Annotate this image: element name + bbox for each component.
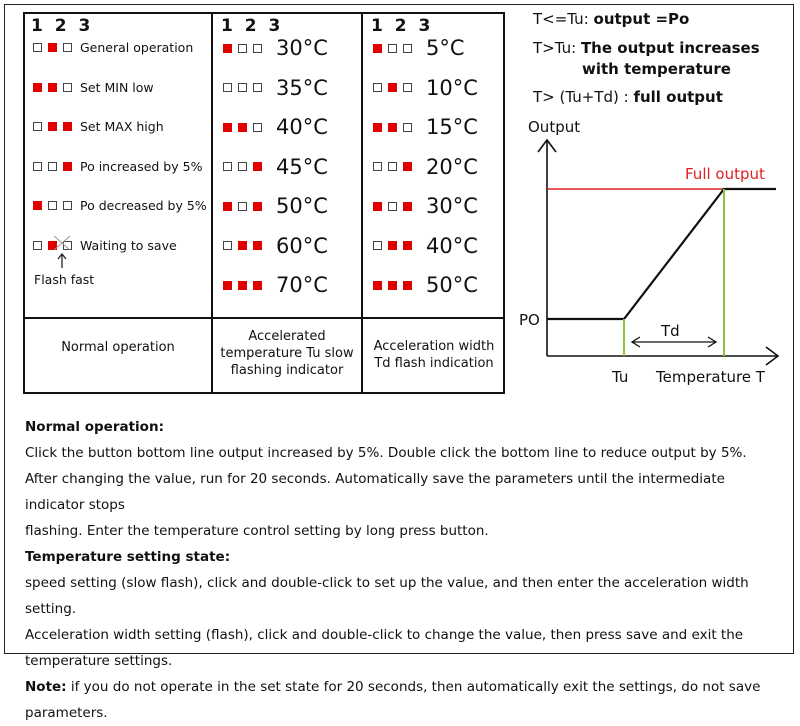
led-off-icon	[403, 123, 412, 132]
led-off-icon	[48, 162, 57, 171]
footer-divider	[25, 317, 503, 319]
led-on-icon	[373, 202, 382, 211]
indicator-row	[33, 40, 193, 55]
led-number-2: 2	[394, 16, 410, 36]
temperature-value: 30°C	[426, 194, 478, 218]
instruction-line: After changing the value, run for 20 seconds. Automatically save the parameters until the intermediate indicator stops	[25, 471, 725, 513]
led-on-icon	[403, 281, 412, 290]
mode-label: Po increased by 5%	[80, 158, 203, 174]
column-divider	[361, 14, 363, 392]
column-numbers-td	[371, 16, 433, 36]
indicator-row	[223, 155, 328, 179]
legend-result: with temperature	[582, 60, 731, 78]
led-on-icon	[388, 83, 397, 92]
led-off-icon	[63, 83, 72, 92]
led-on-icon	[223, 123, 232, 132]
led-on-icon	[253, 281, 262, 290]
led-off-icon	[403, 44, 412, 53]
mode-label: Set MIN low	[80, 79, 154, 95]
legend-condition: T>Tu:	[533, 39, 581, 57]
led-off-icon	[238, 202, 247, 211]
led-on-icon	[223, 281, 232, 290]
indicator-row	[223, 234, 328, 258]
led-off-icon	[33, 162, 42, 171]
mode-label: Waiting to save	[80, 237, 177, 253]
led-off-icon	[238, 162, 247, 171]
led-off-icon	[48, 201, 57, 210]
led-on-icon	[373, 123, 382, 132]
temperature-value: 45°C	[276, 154, 328, 179]
led-on-icon	[388, 241, 397, 250]
led-on-icon	[373, 281, 382, 290]
temperature-value: 50°C	[426, 273, 478, 297]
legend-result: full output	[633, 88, 723, 106]
td-label: Td	[661, 322, 680, 340]
led-number-3: 3	[418, 16, 434, 36]
led-off-icon	[253, 44, 262, 53]
instruction-line: temperature settings.	[25, 653, 173, 669]
temperature-value: 70°C	[276, 273, 328, 297]
indicator-row	[373, 76, 478, 100]
indicator-row	[373, 273, 478, 297]
legend-condition: T<=Tu:	[533, 10, 594, 28]
temperature-value: 15°C	[426, 115, 478, 139]
led-off-icon	[223, 83, 232, 92]
indicator-row	[223, 115, 328, 139]
led-off-icon	[373, 241, 382, 250]
led-off-icon	[388, 162, 397, 171]
indicator-row	[373, 155, 478, 179]
indicator-row	[373, 194, 478, 218]
led-off-icon	[33, 241, 42, 250]
led-off-icon	[373, 83, 382, 92]
temperature-value: 30°C	[276, 36, 328, 60]
led-on-icon	[223, 202, 232, 211]
output-graph	[510, 112, 790, 392]
led-off-icon	[223, 241, 232, 250]
indicator-row	[33, 119, 164, 134]
legend-line-3	[533, 88, 723, 106]
normal-operation-footer: Normal operation	[61, 340, 175, 355]
normal-operation-heading: Normal operation:	[25, 419, 164, 435]
full-output-label: Full output	[685, 165, 765, 183]
output-curve	[547, 189, 776, 319]
tu-footer-line: flashing indicator	[230, 363, 344, 378]
led-on-icon	[403, 241, 412, 250]
led-on-icon	[403, 162, 412, 171]
legend-result: output =Po	[593, 10, 690, 28]
led-off-icon	[238, 83, 247, 92]
column-numbers-normal	[31, 16, 93, 36]
temperature-value: 60°C	[276, 233, 328, 258]
led-off-icon	[33, 122, 42, 131]
tu-footer-line: Accelerated	[248, 329, 326, 344]
led-on-icon	[253, 162, 262, 171]
led-on-icon	[253, 241, 262, 250]
led-off-icon	[253, 83, 262, 92]
led-on-icon	[33, 201, 42, 210]
indicator-row	[373, 234, 478, 258]
flash-arrow-icon	[51, 230, 75, 270]
led-off-icon	[388, 202, 397, 211]
led-on-icon	[223, 44, 232, 53]
led-on-icon	[388, 281, 397, 290]
column-numbers-tu	[221, 16, 283, 36]
tu-footer	[213, 328, 361, 379]
indicator-row	[33, 80, 154, 95]
temperature-value: 50°C	[276, 194, 328, 218]
temperature-value: 10°C	[426, 75, 478, 100]
led-on-icon	[48, 43, 57, 52]
led-off-icon	[403, 83, 412, 92]
tu-footer-line: temperature Tu slow	[220, 346, 354, 361]
instructions-text	[25, 414, 785, 726]
indicator-table	[23, 12, 505, 394]
legend-line-2	[533, 39, 760, 57]
led-on-icon	[238, 241, 247, 250]
instruction-line: speed setting (slow flash), click and double-click to set up the value, and then enter the acceleration width setting.	[25, 575, 749, 617]
td-footer-line: Td flash indication	[374, 356, 494, 371]
led-on-icon	[48, 83, 57, 92]
led-on-icon	[33, 83, 42, 92]
mode-label: Po decreased by 5%	[80, 198, 207, 213]
led-on-icon	[388, 123, 397, 132]
td-footer-line: Acceleration width	[373, 339, 495, 354]
po-label: PO	[519, 311, 540, 329]
temperature-value: 40°C	[276, 115, 328, 139]
note-text: if you do not operate in the set state for 20 seconds, then automatically exit the settings, do not save parameters.	[25, 679, 761, 721]
led-off-icon	[388, 44, 397, 53]
mode-label: General operation	[80, 40, 194, 55]
led-off-icon	[238, 44, 247, 53]
led-off-icon	[373, 162, 382, 171]
led-number-2: 2	[54, 16, 70, 36]
instruction-line: flashing. Enter the temperature control setting by long press button.	[25, 523, 489, 539]
led-on-icon	[63, 122, 72, 131]
y-axis-label: Output	[528, 118, 581, 136]
led-on-icon	[48, 122, 57, 131]
instruction-line: Click the button bottom line output increased by 5%. Double click the bottom line to reduce output by 5%.	[25, 445, 747, 461]
flash-fast-note: Flash fast	[34, 272, 95, 287]
led-on-icon	[253, 202, 262, 211]
temperature-setting-heading: Temperature setting state:	[25, 549, 231, 565]
temperature-value: 5°C	[426, 36, 465, 60]
td-footer	[363, 338, 505, 372]
legend-result: The output increases	[580, 39, 760, 57]
led-number-3: 3	[78, 16, 94, 36]
led-number-1: 1	[31, 16, 46, 36]
x-axis-label: Temperature T	[656, 368, 765, 386]
led-number-1: 1	[371, 16, 386, 36]
instruction-line: Acceleration width setting (flash), click and double-click to change the value, then press save and exit the	[25, 627, 744, 643]
indicator-row	[223, 194, 328, 218]
led-on-icon	[373, 44, 382, 53]
indicator-row	[33, 198, 207, 213]
led-number-3: 3	[268, 16, 284, 36]
led-on-icon	[403, 202, 412, 211]
indicator-row	[223, 273, 328, 297]
legend-line-1	[533, 10, 689, 28]
indicator-row	[373, 115, 478, 139]
led-off-icon	[223, 162, 232, 171]
led-off-icon	[253, 123, 262, 132]
led-number-2: 2	[244, 16, 260, 36]
temperature-value: 35°C	[276, 75, 328, 100]
legend-line-2b	[582, 60, 731, 78]
note-label: Note:	[25, 679, 67, 695]
indicator-row	[373, 36, 465, 60]
indicator-row	[33, 159, 202, 174]
led-off-icon	[33, 43, 42, 52]
temperature-value: 40°C	[426, 233, 478, 258]
temperature-value: 20°C	[426, 154, 478, 179]
tu-label: Tu	[612, 368, 629, 386]
note-line	[25, 674, 785, 726]
led-on-icon	[238, 281, 247, 290]
led-number-1: 1	[221, 16, 236, 36]
led-on-icon	[238, 123, 247, 132]
led-off-icon	[63, 201, 72, 210]
led-on-icon	[63, 162, 72, 171]
indicator-row	[223, 76, 328, 100]
led-off-icon	[63, 43, 72, 52]
indicator-row	[223, 36, 328, 60]
mode-label: Set MAX high	[80, 119, 164, 134]
legend-condition: T> (Tu+Td) :	[533, 88, 634, 106]
